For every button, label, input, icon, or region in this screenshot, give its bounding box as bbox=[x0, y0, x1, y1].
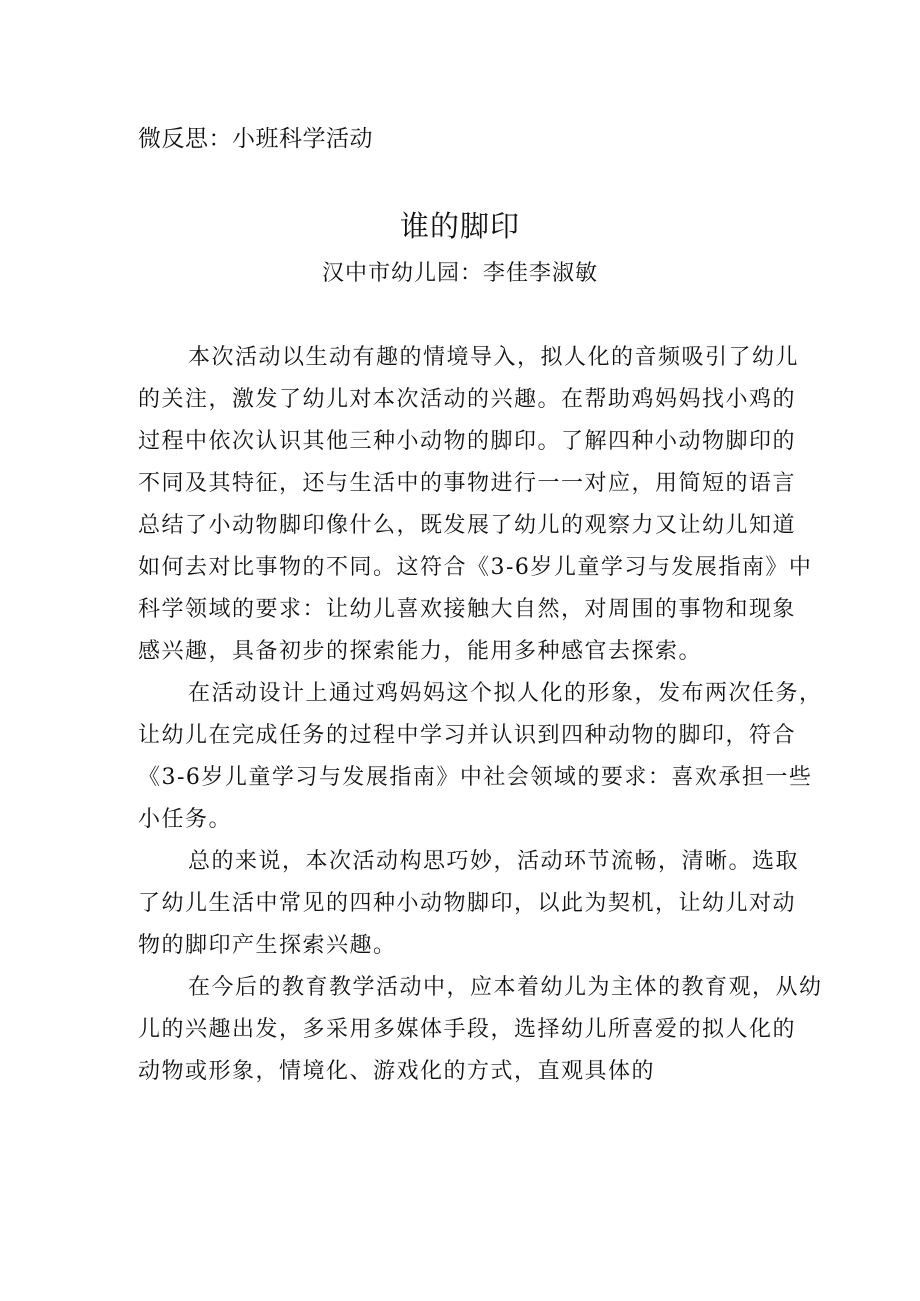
body-text bbox=[138, 337, 823, 1093]
paragraph-line: 科学领域的要求：让幼儿喜欢接触大自然，对周围的事物和现象 bbox=[138, 597, 797, 622]
paragraph-line: 《3-6岁儿童学习与发展指南》中社会领域的要求：喜欢承担一些 bbox=[138, 765, 813, 790]
paragraph-line: 总的来说，本次活动构思巧妙，活动环节流畅，清晰。选取 bbox=[188, 849, 800, 874]
author-byline: 汉中市幼儿园：李佳李淑敏 bbox=[321, 261, 598, 286]
paragraph-line: 小任务。 bbox=[138, 807, 233, 832]
paragraph-line: 不同及其特征，还与生活中的事物进行一一对应，用简短的语言 bbox=[138, 471, 797, 496]
paragraph-line: 在今后的教育教学活动中，应本着幼儿为主体的教育观，从幼 bbox=[188, 975, 823, 1000]
paragraph-line: 总结了小动物脚印像什么，既发展了幼儿的观察力又让幼儿知道 bbox=[138, 513, 797, 538]
paragraph-line: 的关注，激发了幼儿对本次活动的兴趣。在帮助鸡妈妈找小鸡的 bbox=[138, 387, 797, 412]
paragraph-line: 了幼儿生活中常见的四种小动物脚印，以此为契机，让幼儿对动 bbox=[138, 891, 797, 916]
paragraph-line: 动物或形象，情境化、游戏化的方式，直观具体的 bbox=[138, 1059, 656, 1084]
paragraph-line: 如何去对比事物的不同。这符合《3-6岁儿童学习与发展指南》中 bbox=[138, 555, 813, 580]
header-note: 微反思：小班科学活动 bbox=[138, 126, 373, 152]
paragraph-line: 在活动设计上通过鸡妈妈这个拟人化的形象，发布两次任务， bbox=[188, 681, 823, 706]
page-title: 谁的脚印 bbox=[399, 209, 520, 243]
paragraph-line: 感兴趣，具备初步的探索能力，能用多种感官去探索。 bbox=[138, 639, 703, 664]
paragraph-line: 本次活动以生动有趣的情境导入，拟人化的音频吸引了幼儿 bbox=[188, 345, 800, 370]
paragraph-line: 过程中依次认识其他三种小动物的脚印。了解四种小动物脚印的 bbox=[138, 429, 797, 454]
paragraph-line: 让幼儿在完成任务的过程中学习并认识到四种动物的脚印，符合 bbox=[138, 723, 797, 748]
paragraph-line: 物的脚印产生探索兴趣。 bbox=[138, 933, 397, 958]
paragraph-line: 儿的兴趣出发，多采用多媒体手段，选择幼儿所喜爱的拟人化的 bbox=[138, 1017, 797, 1042]
